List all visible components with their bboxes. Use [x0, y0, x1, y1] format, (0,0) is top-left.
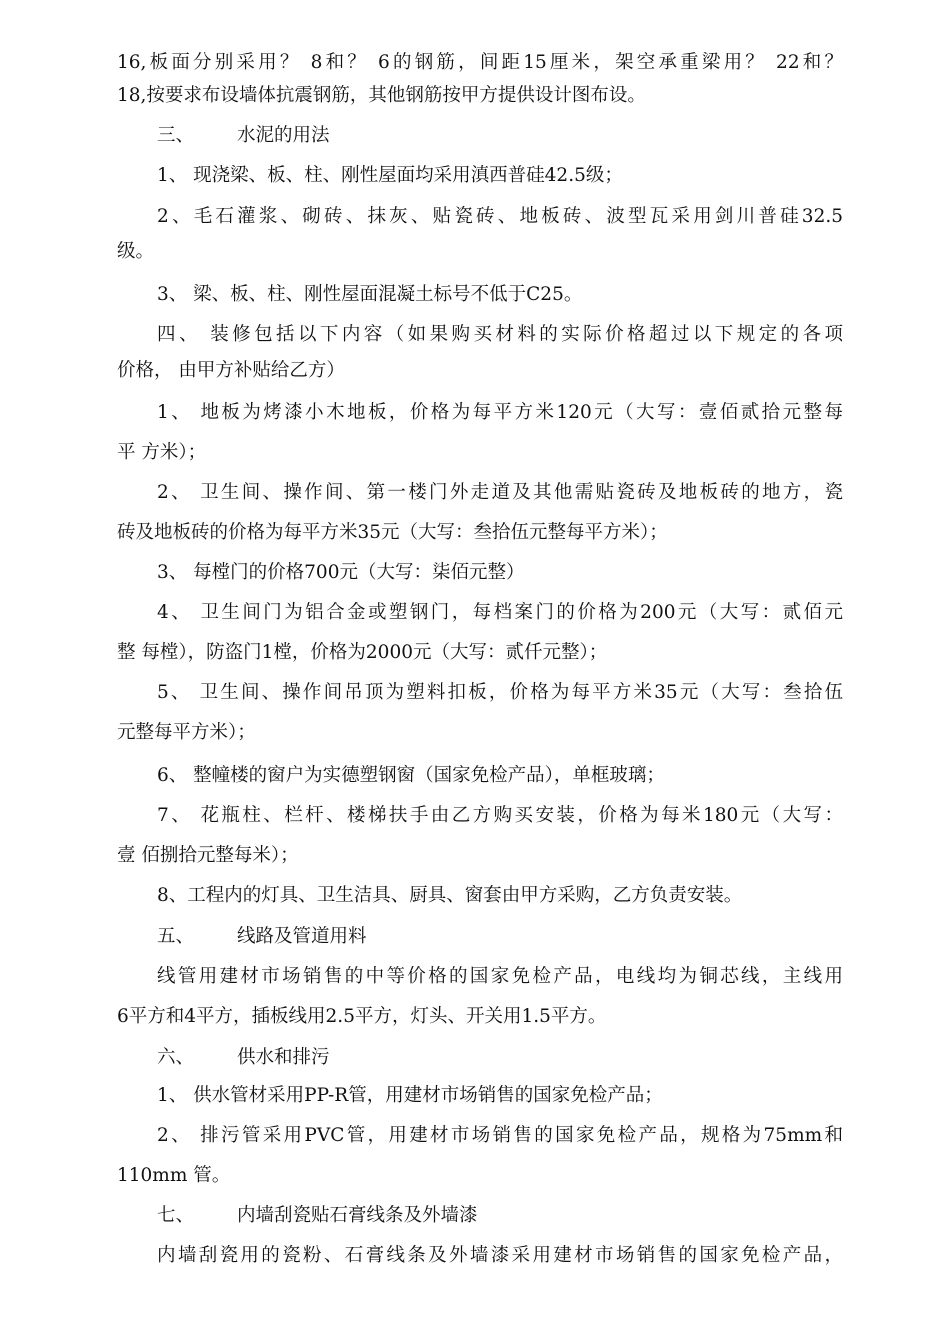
- paragraph-line: 18,按要求布设墙体抗震钢筋，其他钢筋按甲方提供设计图布设。: [117, 85, 646, 106]
- paragraph-line: 线管用建材市场销售的中等价格的国家免检产品，电线均为铜芯线，主线用: [157, 966, 843, 987]
- section-number: 七、: [157, 1205, 195, 1226]
- list-item: 5、 卫生间、操作间吊顶为塑料扣板，价格为每平方米35元（大写：叁拾伍: [157, 682, 843, 703]
- section-number: 五、: [157, 926, 195, 947]
- paragraph-line: 级。: [117, 241, 155, 262]
- paragraph-line: 6平方和4平方，插板线用2.5平方，灯头、开关用1.5平方。: [117, 1006, 607, 1027]
- section-title: 线路及管道用料: [237, 926, 367, 947]
- section-title: 水泥的用法: [237, 125, 330, 146]
- list-item: 4、 卫生间门为铝合金或塑钢门，每档案门的价格为200元（大写：贰佰元: [157, 602, 843, 623]
- section-heading-5: [157, 925, 843, 949]
- list-item: 2、毛石灌浆、砌砖、抹灰、贴瓷砖、地板砖、波型瓦采用剑川普硅32.5: [157, 206, 843, 227]
- list-item: 1、 地板为烤漆小木地板，价格为每平方米120元（大写：壹佰贰拾元整每: [157, 402, 843, 423]
- paragraph-line: 16,板面分别采用？ 8和？ 6的钢筋，间距15厘米，架空承重梁用？ 22和？: [117, 52, 843, 73]
- list-item: 8、工程内的灯具、卫生洁具、厨具、窗套由甲方采购，乙方负责安装。: [157, 885, 743, 906]
- paragraph-line: 内墙刮瓷用的瓷粉、石膏线条及外墙漆采用建材市场销售的国家免检产品，: [157, 1245, 843, 1266]
- list-item: 7、 花瓶柱、栏杆、楼梯扶手由乙方购买安装，价格为每米180元（大写：: [157, 805, 843, 826]
- list-item: 3、 梁、板、柱、刚性屋面混凝土标号不低于C25。: [157, 284, 583, 305]
- list-item: 2、 卫生间、操作间、第一楼门外走道及其他需贴瓷砖及地板砖的地方，瓷: [157, 482, 843, 503]
- section-heading-3: [157, 124, 843, 148]
- section-title: 供水和排污: [237, 1047, 330, 1068]
- paragraph-line: 110mm 管。: [117, 1165, 231, 1186]
- paragraph-line: 价格， 由甲方补贴给乙方）: [117, 360, 345, 381]
- section-number: 六、: [157, 1047, 195, 1068]
- paragraph-line: 壹 佰捌拾元整每米）；: [117, 845, 299, 866]
- list-item: 1、 供水管材采用PP-R管，用建材市场销售的国家免检产品；: [157, 1085, 663, 1106]
- list-item: 1、 现浇梁、板、柱、刚性屋面均采用滇西普硅42.5级；: [157, 165, 623, 186]
- paragraph-line: 砖及地板砖的价格为每平方米35元（大写：叁拾伍元整每平方米）；: [117, 522, 668, 543]
- section-heading-6: [157, 1046, 843, 1070]
- section-title: 内墙刮瓷贴石膏线条及外墙漆: [237, 1205, 478, 1226]
- section-heading-4: 四、 装修包括以下内容（如果购买材料的实际价格超过以下规定的各项: [157, 324, 843, 345]
- paragraph-line: 元整每平方米）；: [117, 722, 256, 743]
- section-heading-7: [157, 1204, 843, 1228]
- list-item: 3、 每樘门的价格700元（大写：柒佰元整）: [157, 562, 525, 583]
- section-number: 三、: [157, 125, 195, 146]
- paragraph-line: 整 每樘），防盗门1樘，价格为2000元（大写：贰仟元整）；: [117, 642, 608, 663]
- paragraph-line: 平 方米）；: [117, 442, 207, 463]
- list-item: 2、 排污管采用PVC管，用建材市场销售的国家免检产品，规格为75mm和: [157, 1125, 843, 1146]
- list-item: 6、 整幢楼的窗户为实德塑钢窗（国家免检产品），单框玻璃；: [157, 765, 665, 786]
